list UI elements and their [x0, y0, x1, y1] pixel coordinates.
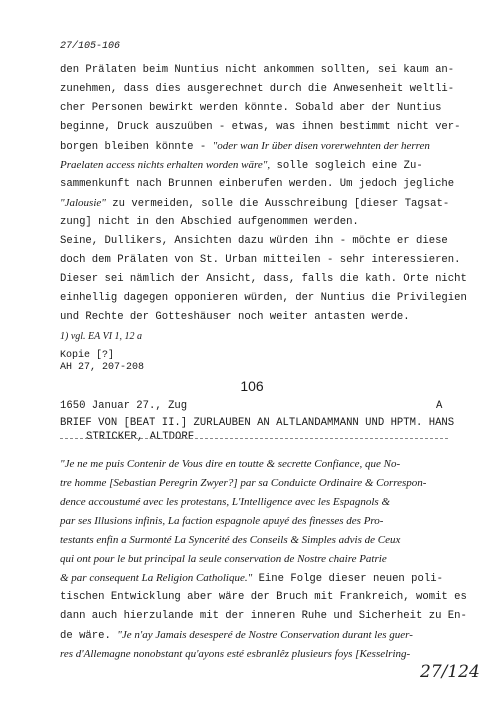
document-number: 106: [240, 378, 264, 394]
quote-line: qui ont pour le but principal la seule conservation de Nostre chaire Patrie: [60, 553, 387, 565]
text-line: [60, 627, 413, 645]
text-line: und Rechte der Gotteshäuser noch weiter antasten werde.: [60, 311, 410, 323]
text-segment: Eine Folge dieser neuen poli-: [252, 573, 443, 585]
divider: [60, 438, 448, 439]
source-type: Kopie [?]: [60, 350, 115, 361]
header-reference: 27/105-106: [60, 41, 121, 52]
quote-line: "Je ne me puis Contenir de Vous dire en toutte & secrette Confiance, que No-: [60, 458, 401, 470]
quote-segment: & par consequent La Religion Catholique.": [60, 572, 253, 584]
quote-segment: "Je n'ay Jamais desesperé de Nostre Conservation durant les guer-: [117, 629, 413, 641]
text-line: cher Personen bewirkt werden könnte. Sobald aber der Nuntius: [60, 102, 442, 114]
text-segment: de wäre.: [60, 630, 118, 642]
text-line: [60, 157, 423, 175]
document-title-cont: STRICKER, ALTDORF: [86, 431, 195, 443]
handwritten-page-number: 27/124: [420, 662, 480, 682]
text-line: tischen Entwicklung aber wäre der Bruch mit Frankreich, womit es: [60, 591, 467, 603]
text-line: sammenkunft nach Brunnen einberufen werden. Um jedoch jegliche: [60, 178, 455, 190]
quote-line: par ses Illusions infinis, La faction espagnole apuyé des finesses des Pro-: [60, 515, 384, 527]
text-line: zung] nicht in den Abschied aufgenommen werden.: [60, 216, 359, 228]
quote-segment: "Jalousie": [60, 197, 106, 209]
text-line: [60, 570, 443, 588]
quote-line: testants enfin a Surmonté La Syncerité des Conseils & Simples advis de Ceux: [60, 534, 401, 546]
footnote: 1) vgl. EA VI 1, 12 a: [60, 331, 143, 342]
text-line: dann auch hierzulande mit der inneren Ruhe und Sicherheit zu En-: [60, 610, 467, 622]
quote-segment: Praelaten access nichts erhalten worden wäre",: [60, 159, 271, 171]
quote-line: res d'Allemagne nonobstant qu'ayons esté esbranlêz plusieurs foys [Kesselring-: [60, 648, 411, 660]
text-line: doch dem Prälaten von St. Urban mitteilen - sehr interessieren.: [60, 254, 461, 266]
date-place: 1650 Januar 27., Zug: [60, 400, 188, 412]
text-line: einhellig dagegen opponieren würden, der Nuntius die Privilegien: [60, 292, 467, 304]
source-reference: AH 27, 207-208: [60, 362, 145, 373]
text-segment: zu vermeiden, solle die Ausschreibung [dieser Tagsat-: [105, 198, 450, 210]
quote-segment: "oder wan Ir über disen vorerwehnten der herren: [212, 140, 430, 152]
letter-mark: A: [436, 400, 443, 412]
text-line: [60, 138, 430, 156]
text-line: Seine, Dullikers, Ansichten dazu würden ihn - möchte er diese: [60, 235, 448, 247]
quote-line: dence accoustumé avec les protestans, L'Intelligence avec les Espagnols &: [60, 496, 391, 508]
text-line: den Prälaten beim Nuntius nicht ankommen sollten, sei kaum an-: [60, 64, 455, 76]
text-line: beginne, Druck auszuüben - etwas, was ihnen bestimmt nicht ver-: [60, 121, 461, 133]
document-title: BRIEF VON [BEAT II.] ZURLAUBEN AN ALTLANDAMMANN UND HPTM. HANS: [60, 417, 455, 429]
text-line: [60, 195, 449, 213]
quote-line: tre homme [Sebastian Peregrin Zwyer?] par sa Conduicte Ordinaire & Correspon-: [60, 477, 427, 489]
text-segment: borgen bleiben könnte -: [60, 141, 213, 153]
text-line: zunehmen, dass dies ausgerechnet durch die Anwesenheit weltli-: [60, 83, 455, 95]
text-line: Dieser sei nämlich der Ansicht, dass, falls die kath. Orte nicht: [60, 273, 467, 285]
text-segment: solle sogleich eine Zu-: [270, 160, 423, 172]
